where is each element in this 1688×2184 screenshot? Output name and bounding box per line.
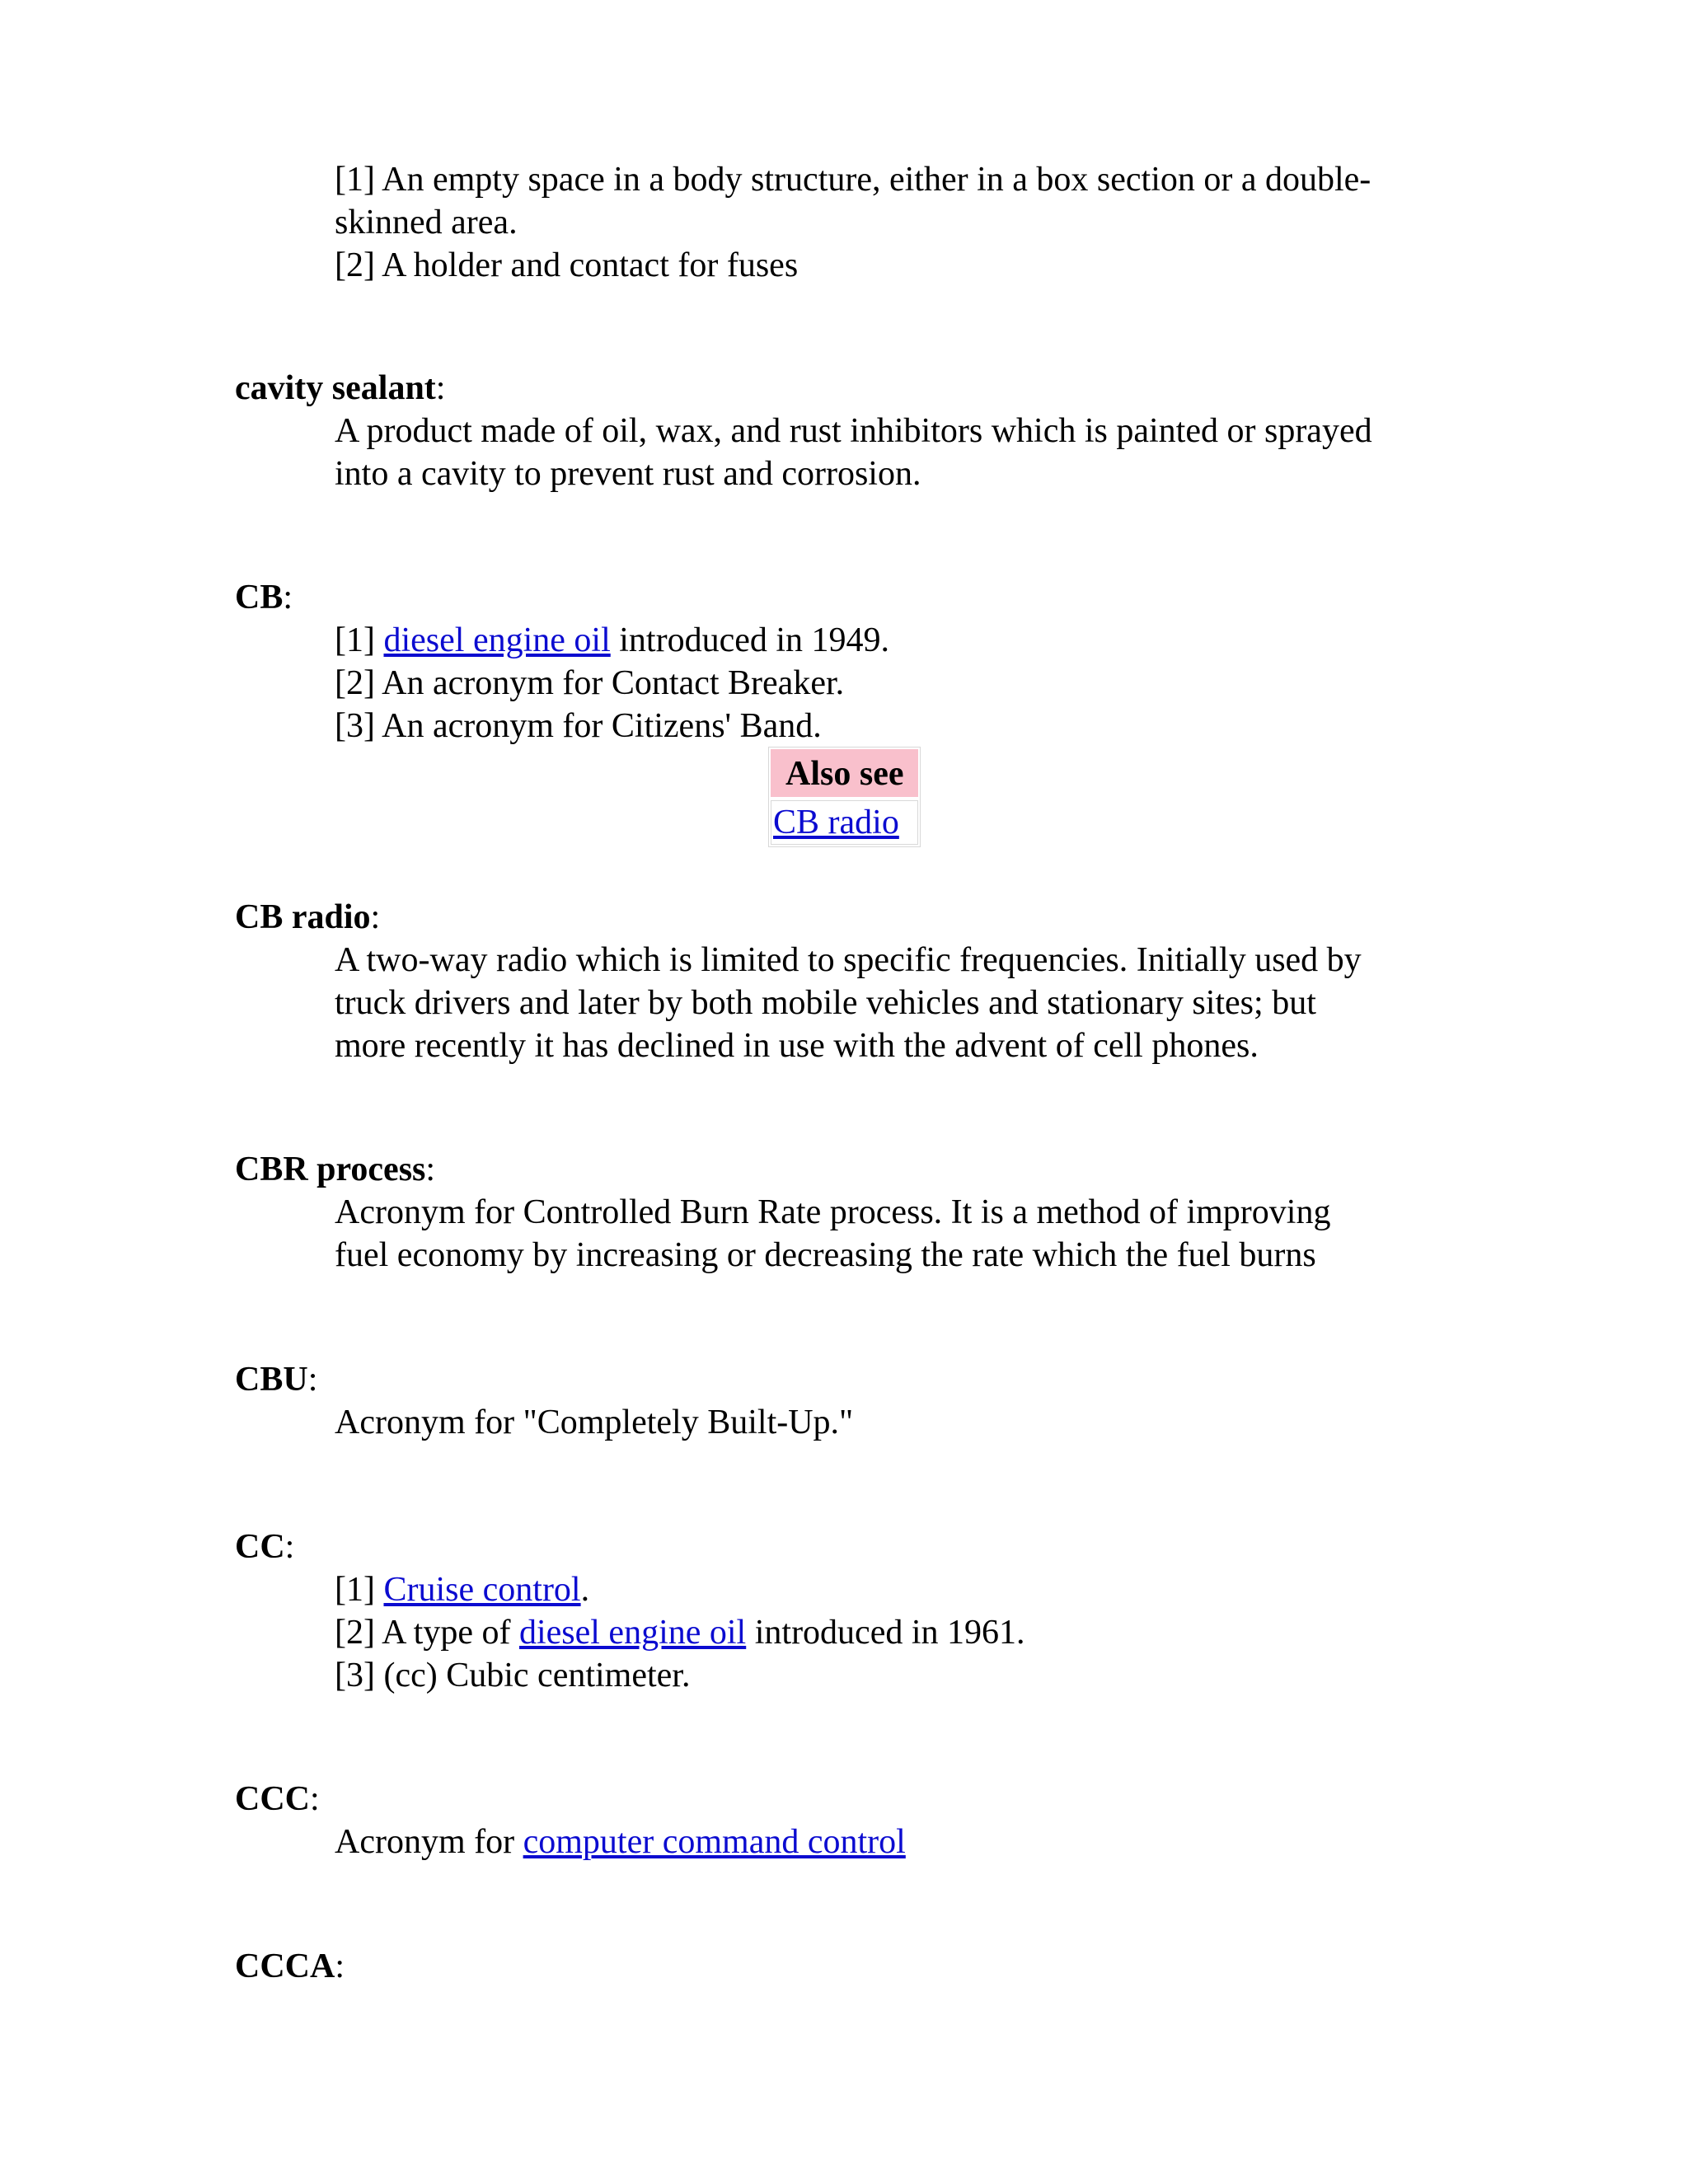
definition-line: [1] An empty space in a body structure, either in a box section or a double- <box>335 161 1372 199</box>
glossary-entry-cavity-sealant <box>235 367 1455 495</box>
entry-heading <box>235 1778 1455 1821</box>
definition-line: Acronym for Controlled Burn Rate process. It is a method of improving <box>335 1193 1331 1231</box>
definition-line: A product made of oil, wax, and rust inhibitors which is painted or sprayed <box>335 412 1372 450</box>
entry-term: cavity sealant <box>235 369 436 407</box>
definition-line: [2] A holder and contact for fuses <box>335 246 799 284</box>
entry-term: CB <box>235 579 284 616</box>
definition-line: more recently it has declined in use with the advent of cell phones. <box>335 1027 1259 1065</box>
entry-heading <box>235 576 1455 619</box>
definition-text: [2] A type of <box>335 1614 519 1652</box>
definition-line: into a cavity to prevent rust and corrosion. <box>335 455 921 493</box>
glossary-entry-cbr-process <box>235 1148 1455 1277</box>
continued-definition <box>335 158 1456 287</box>
term-colon: : <box>435 369 446 407</box>
entry-heading <box>235 1358 1455 1401</box>
glossary-entry-cbu <box>235 1358 1455 1444</box>
definition-text: introduced in 1949. <box>610 621 890 659</box>
glossary-entry-ccca <box>235 1945 1455 1988</box>
definition-line <box>335 619 1456 662</box>
entry-definition <box>335 410 1456 495</box>
entry-heading <box>235 367 1455 410</box>
entry-definition <box>335 1568 1456 1697</box>
entry-term: CCC <box>235 1780 310 1818</box>
entry-term: CB radio <box>235 898 371 936</box>
entry-definition <box>335 619 1456 748</box>
definition-text: . <box>580 1571 590 1609</box>
entry-definition <box>335 1191 1456 1277</box>
entry-definition <box>335 939 1456 1067</box>
term-colon: : <box>370 898 381 936</box>
cruise-control-link[interactable]: Cruise control <box>383 1571 581 1609</box>
entry-heading <box>235 1526 1455 1568</box>
definition-line: Acronym for "Completely Built-Up." <box>335 1404 854 1441</box>
term-colon: : <box>284 1528 295 1566</box>
also-see-cell <box>771 800 918 845</box>
entry-term: CBR process <box>235 1151 426 1188</box>
glossary-entry-cc <box>235 1526 1455 1697</box>
entry-heading <box>235 896 1455 939</box>
term-colon: : <box>310 1780 320 1818</box>
definition-line: A two-way radio which is limited to specific frequencies. Initially used by <box>335 941 1362 979</box>
entry-term: CBU <box>235 1361 308 1399</box>
term-colon: : <box>283 579 293 616</box>
entry-heading <box>235 1945 1455 1988</box>
definition-line: [3] (cc) Cubic centimeter. <box>335 1657 691 1694</box>
glossary-entry-ccc <box>235 1778 1455 1863</box>
also-see-box <box>768 747 921 847</box>
definition-line: [2] An acronym for Contact Breaker. <box>335 664 845 702</box>
term-colon: : <box>307 1361 318 1399</box>
definition-line: skinned area. <box>335 204 518 241</box>
definition-line <box>335 1611 1456 1654</box>
diesel-engine-oil-link[interactable]: diesel engine oil <box>383 621 611 659</box>
term-colon: : <box>425 1151 436 1188</box>
entry-definition <box>335 1821 1456 1863</box>
definition-line <box>335 1568 1456 1611</box>
computer-command-control-link[interactable]: computer command control <box>523 1823 906 1861</box>
definition-text: Acronym for <box>335 1823 523 1861</box>
definition-line: [3] An acronym for Citizens' Band. <box>335 707 822 745</box>
entry-definition <box>335 1401 1456 1444</box>
entry-term: CCCA <box>235 1947 335 1985</box>
definition-text: [1] <box>335 621 384 659</box>
entry-heading <box>235 1148 1455 1191</box>
entry-term: CC <box>235 1528 285 1566</box>
definition-line: fuel economy by increasing or decreasing the rate which the fuel burns <box>335 1236 1316 1274</box>
definition-line <box>335 1821 1456 1863</box>
definition-text: [1] <box>335 1571 384 1609</box>
cb-radio-link[interactable]: CB radio <box>773 804 899 841</box>
diesel-engine-oil-link[interactable]: diesel engine oil <box>518 1614 747 1652</box>
also-see-header: Also see <box>771 749 918 797</box>
definition-line: truck drivers and later by both mobile vehicles and stationary sites; but <box>335 984 1316 1022</box>
definition-text: introduced in 1961. <box>746 1614 1025 1652</box>
term-colon: : <box>335 1947 345 1985</box>
glossary-entry-cb <box>235 576 1455 748</box>
glossary-entry-cb-radio <box>235 896 1455 1067</box>
